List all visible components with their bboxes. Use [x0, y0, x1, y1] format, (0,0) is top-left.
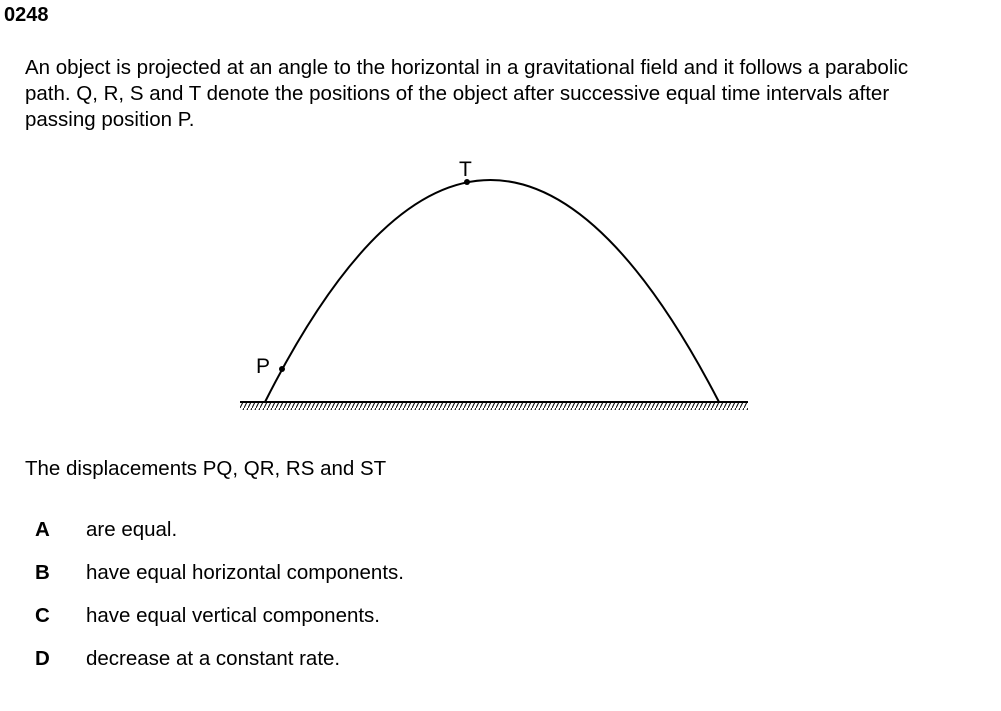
option-text: are equal.	[86, 518, 178, 541]
stem-line: An object is projected at an angle to the horizontal in a gravitational field and it follows a parabolic	[25, 56, 909, 79]
option-text: have equal horizontal components.	[86, 561, 404, 584]
option-text: decrease at a constant rate.	[86, 647, 341, 670]
label-p: P	[256, 355, 271, 378]
option-letter: A	[35, 518, 50, 541]
label-t: T	[459, 158, 472, 181]
stem-line: path. Q, R, S and T denote the positions of the object after successive equal time intervals after	[25, 82, 890, 105]
option-letter: D	[35, 647, 50, 670]
stem-line: passing position P.	[25, 108, 195, 131]
option-text: have equal vertical components.	[86, 604, 381, 627]
ground-hatching	[240, 402, 748, 410]
option-letter: B	[35, 561, 50, 584]
parabolic-path	[265, 180, 719, 402]
question-lead-in: The displacements PQ, QR, RS and ST	[25, 457, 387, 480]
point-p-marker	[279, 366, 285, 372]
option-letter: C	[35, 604, 50, 627]
question-number: 0248	[4, 4, 49, 26]
